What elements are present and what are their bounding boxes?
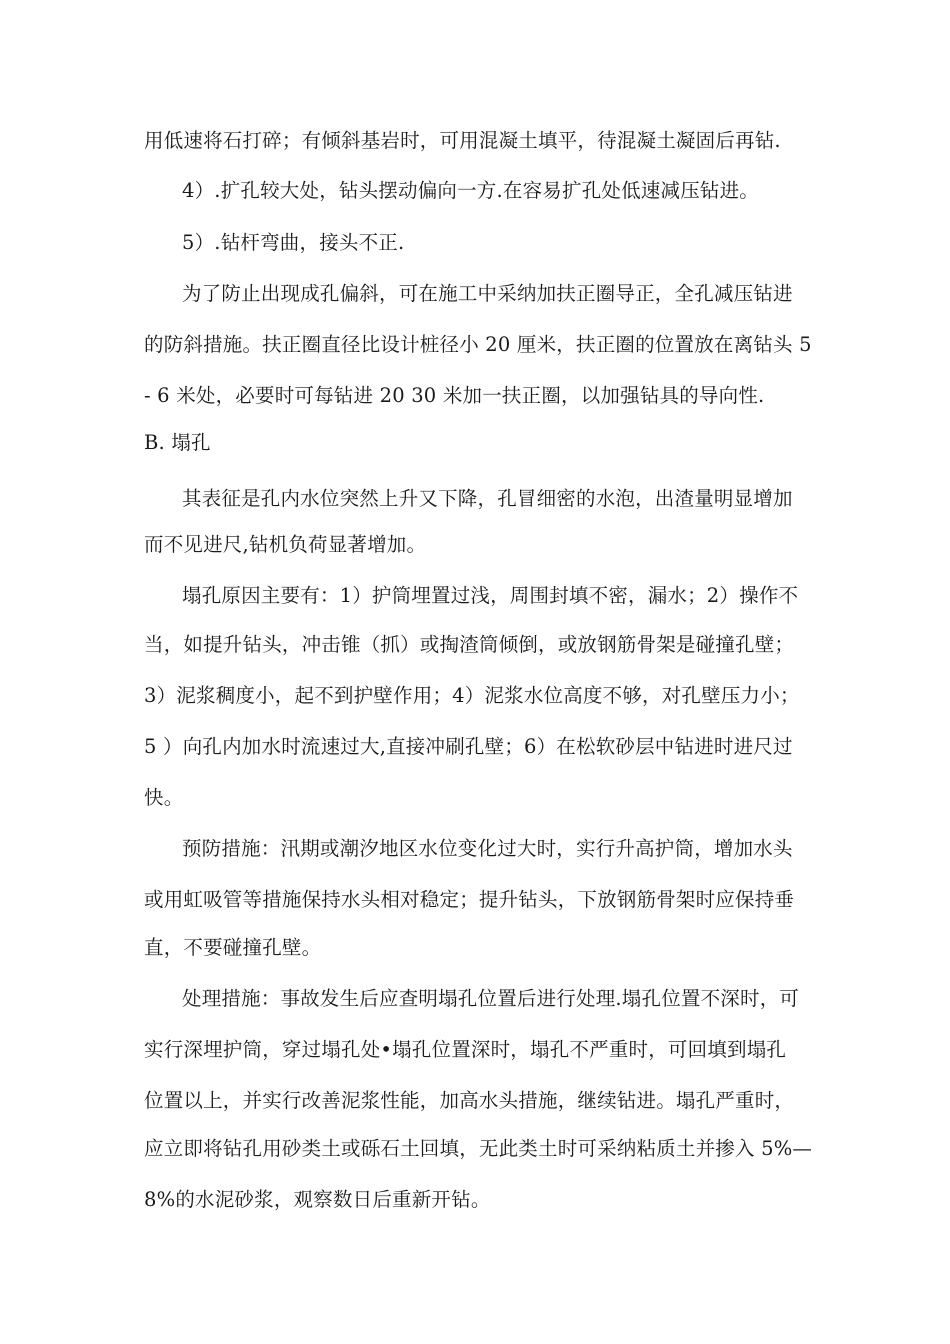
text-line: 实行深埋护筒，穿过塌孔处•塌孔位置深时，塌孔不严重时，可回填到塌孔 <box>144 1038 787 1061</box>
text-line: - 6 米处，必要时可每钻进 20 30 米加一扶正圈，以加强钻具的导向性. <box>144 384 765 407</box>
text-line: 的防斜措施。扶正圈直径比设计桩径小 20 厘米，扶正圈的位置放在离钻头 5 <box>144 333 812 356</box>
text-line: 用低速将石打碎；有倾斜基岩时，可用混凝土填平，待混凝土凝固后再钻. <box>144 129 781 152</box>
text-line: 当，如提升钻头，冲击锥（抓）或掏渣筒倾倒，或放钢筋骨架是碰撞孔壁； <box>144 633 795 656</box>
text-line: 应立即将钻孔用砂类土或砾石土回填，无此类土时可采纳粘质土并掺入 5%— <box>144 1137 813 1160</box>
text-line: 预防措施：汛期或潮汐地区水位变化过大时，实行升高护筒，增加水头 <box>182 837 793 860</box>
text-line: 4）.扩孔较大处，钻头摆动偏向一方.在容易扩孔处低速减压钻进。 <box>182 179 760 202</box>
text-line: 5 ）向孔内加水时流速过大,直接冲刷孔壁；6）在松软砂层中钻进时进尺过 <box>144 735 793 758</box>
text-line: 快。 <box>144 786 184 809</box>
text-line: 为了防止出现成孔偏斜，可在施工中采纳加扶正圈导正，全孔减压钻进 <box>182 282 793 305</box>
text-line: 而不见进尺,钻机负荷显著增加。 <box>144 533 427 556</box>
section-heading: B. 塌孔 <box>144 431 211 454</box>
text-line: 3）泥浆稠度小，起不到护壁作用；4）泥浆水位高度不够，对孔壁压力小； <box>144 684 800 707</box>
text-line: 处理措施：事故发生后应查明塌孔位置后进行处理.塌孔位置不深时，可 <box>182 987 800 1010</box>
text-line: 位置以上，并实行改善泥浆性能，加高水头措施，继续钻进。塌孔严重时， <box>144 1089 795 1112</box>
text-line: 直，不要碰撞孔壁。 <box>144 936 322 959</box>
text-line: 8%的水泥砂浆，观察数日后重新开钻。 <box>144 1188 491 1211</box>
text-line: 5）.钻杆弯曲，接头不正. <box>182 231 405 254</box>
text-line: 或用虹吸管等措施保持水头相对稳定；提升钻头，下放钢筋骨架时应保持垂 <box>144 888 795 911</box>
text-line: 塌孔原因主要有：1）护筒埋置过浅，周围封填不密，漏水；2）操作不 <box>182 584 799 607</box>
text-line: 其表征是孔内水位突然上升又下降，孔冒细密的水泡，出渣量明显增加 <box>182 487 793 510</box>
